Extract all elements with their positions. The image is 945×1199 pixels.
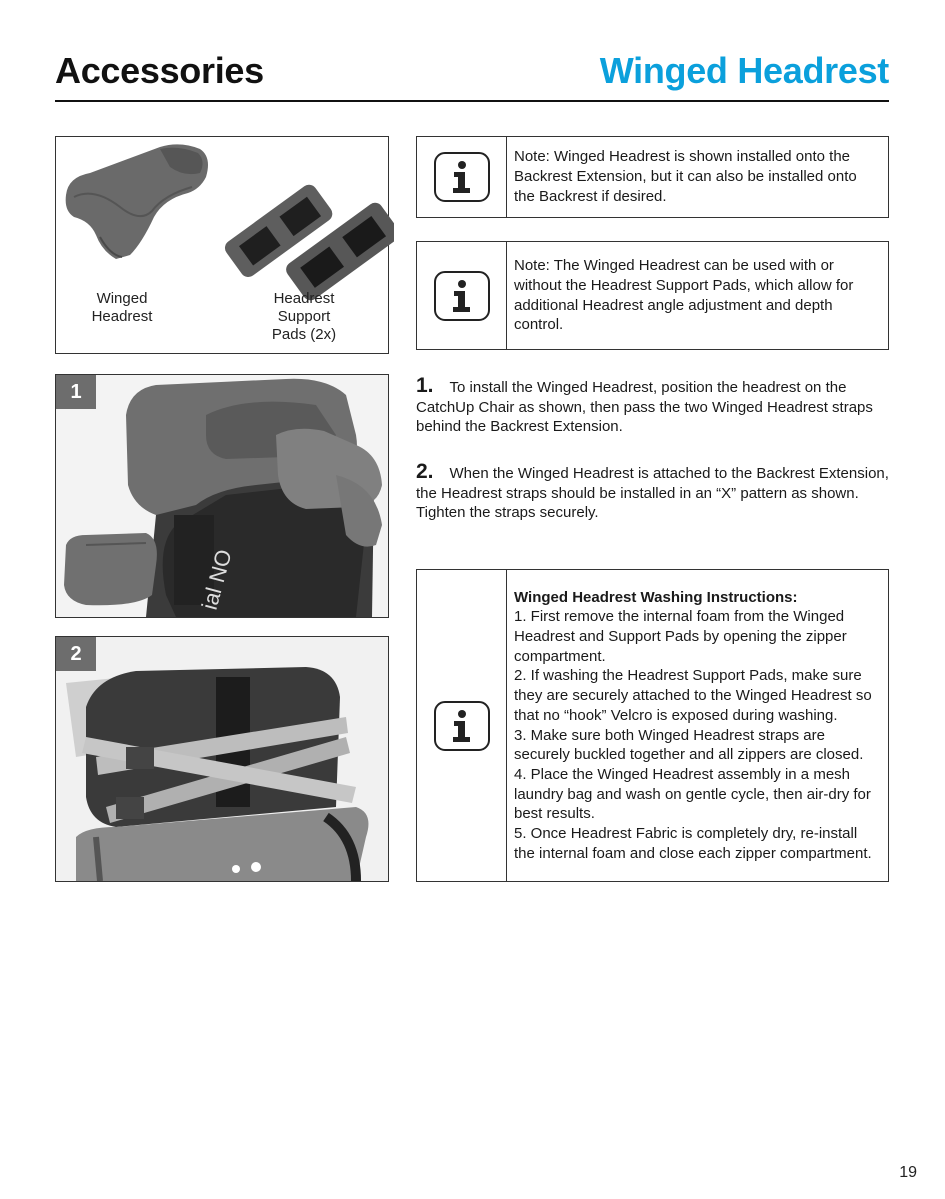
info-cell (417, 242, 507, 349)
info-glyph (449, 279, 475, 313)
accessory-label-headrest (86, 290, 158, 326)
step-number: 1. (416, 374, 434, 397)
step-number: 2. (416, 460, 434, 483)
info-icon (434, 701, 490, 751)
step-2 (416, 462, 891, 523)
accessories-figure (55, 136, 389, 354)
note-box-installation (416, 136, 889, 218)
accessory-label-line: Pads (2x) (271, 326, 337, 343)
photo-badge-2: 2 (56, 637, 96, 671)
installation-photo-2 (55, 636, 389, 882)
step-1 (416, 376, 891, 437)
info-icon (434, 271, 490, 321)
info-glyph (449, 709, 475, 743)
accessory-label-line: Support (277, 308, 331, 325)
photo-badge-1: 1 (56, 375, 96, 409)
accessory-label-line: Headrest (273, 290, 335, 307)
washing-text (507, 570, 888, 881)
info-cell (417, 570, 507, 881)
washing-step: 5. Once Headrest Fabric is completely dry, re-install the internal foam and close each zipper compartment. (514, 825, 872, 862)
chair-logo-text: ial NO (196, 546, 237, 613)
installation-photo-1 (55, 374, 389, 618)
chair-headrest-photo (56, 375, 388, 617)
info-cell (417, 137, 507, 217)
accessory-label-pads (259, 290, 349, 344)
info-glyph (449, 160, 475, 194)
accessory-label-line: Winged (96, 290, 148, 307)
washing-title: Winged Headrest Washing Instructions: (514, 588, 798, 606)
chair-straps-photo (56, 637, 388, 881)
step-text: When the Winged Headrest is attached to the Backrest Extension, the Headrest straps should be installed in an “X” pattern as shown. Tighten the straps securely. (416, 465, 889, 522)
accessory-label-line: Headrest (91, 308, 153, 325)
winged-headrest-image (60, 137, 210, 287)
washing-step: 1. First remove the internal foam from the Winged Headrest and Support Pads by opening the zipper compartment. (514, 608, 847, 665)
note-box-support-pads (416, 241, 889, 350)
info-icon (434, 152, 490, 202)
step-text: To install the Winged Headrest, position the headrest on the CatchUp Chair as shown, then pass the two Winged Headrest straps behind the Backrest Extension. (416, 379, 873, 436)
page-number: 19 (899, 1164, 917, 1181)
note-box-washing (416, 569, 889, 882)
washing-step: 2. If washing the Headrest Support Pads, make sure they are securely attached to the Winged Headrest so that no “hook” Velcro is exposed during washing. (514, 667, 872, 724)
header-rule (55, 100, 889, 102)
washing-step: 3. Make sure both Winged Headrest straps are securely buckled together and all zippers are closed. (514, 726, 864, 764)
washing-step: 4. Place the Winged Headrest assembly in a mesh laundry bag and wash on gentle cycle, then air-dry for best results. (514, 765, 871, 823)
section-title: Accessories (55, 50, 264, 91)
note-text: Note: The Winged Headrest can be used with or without the Headrest Support Pads, which allow for additional Headrest angle adjustment and depth control. (514, 257, 854, 334)
page-title: Winged Headrest (599, 50, 889, 91)
note-text: Note: Winged Headrest is shown installed onto the Backrest Extension, but it can also be installed onto the Backrest if desired. (514, 148, 857, 205)
